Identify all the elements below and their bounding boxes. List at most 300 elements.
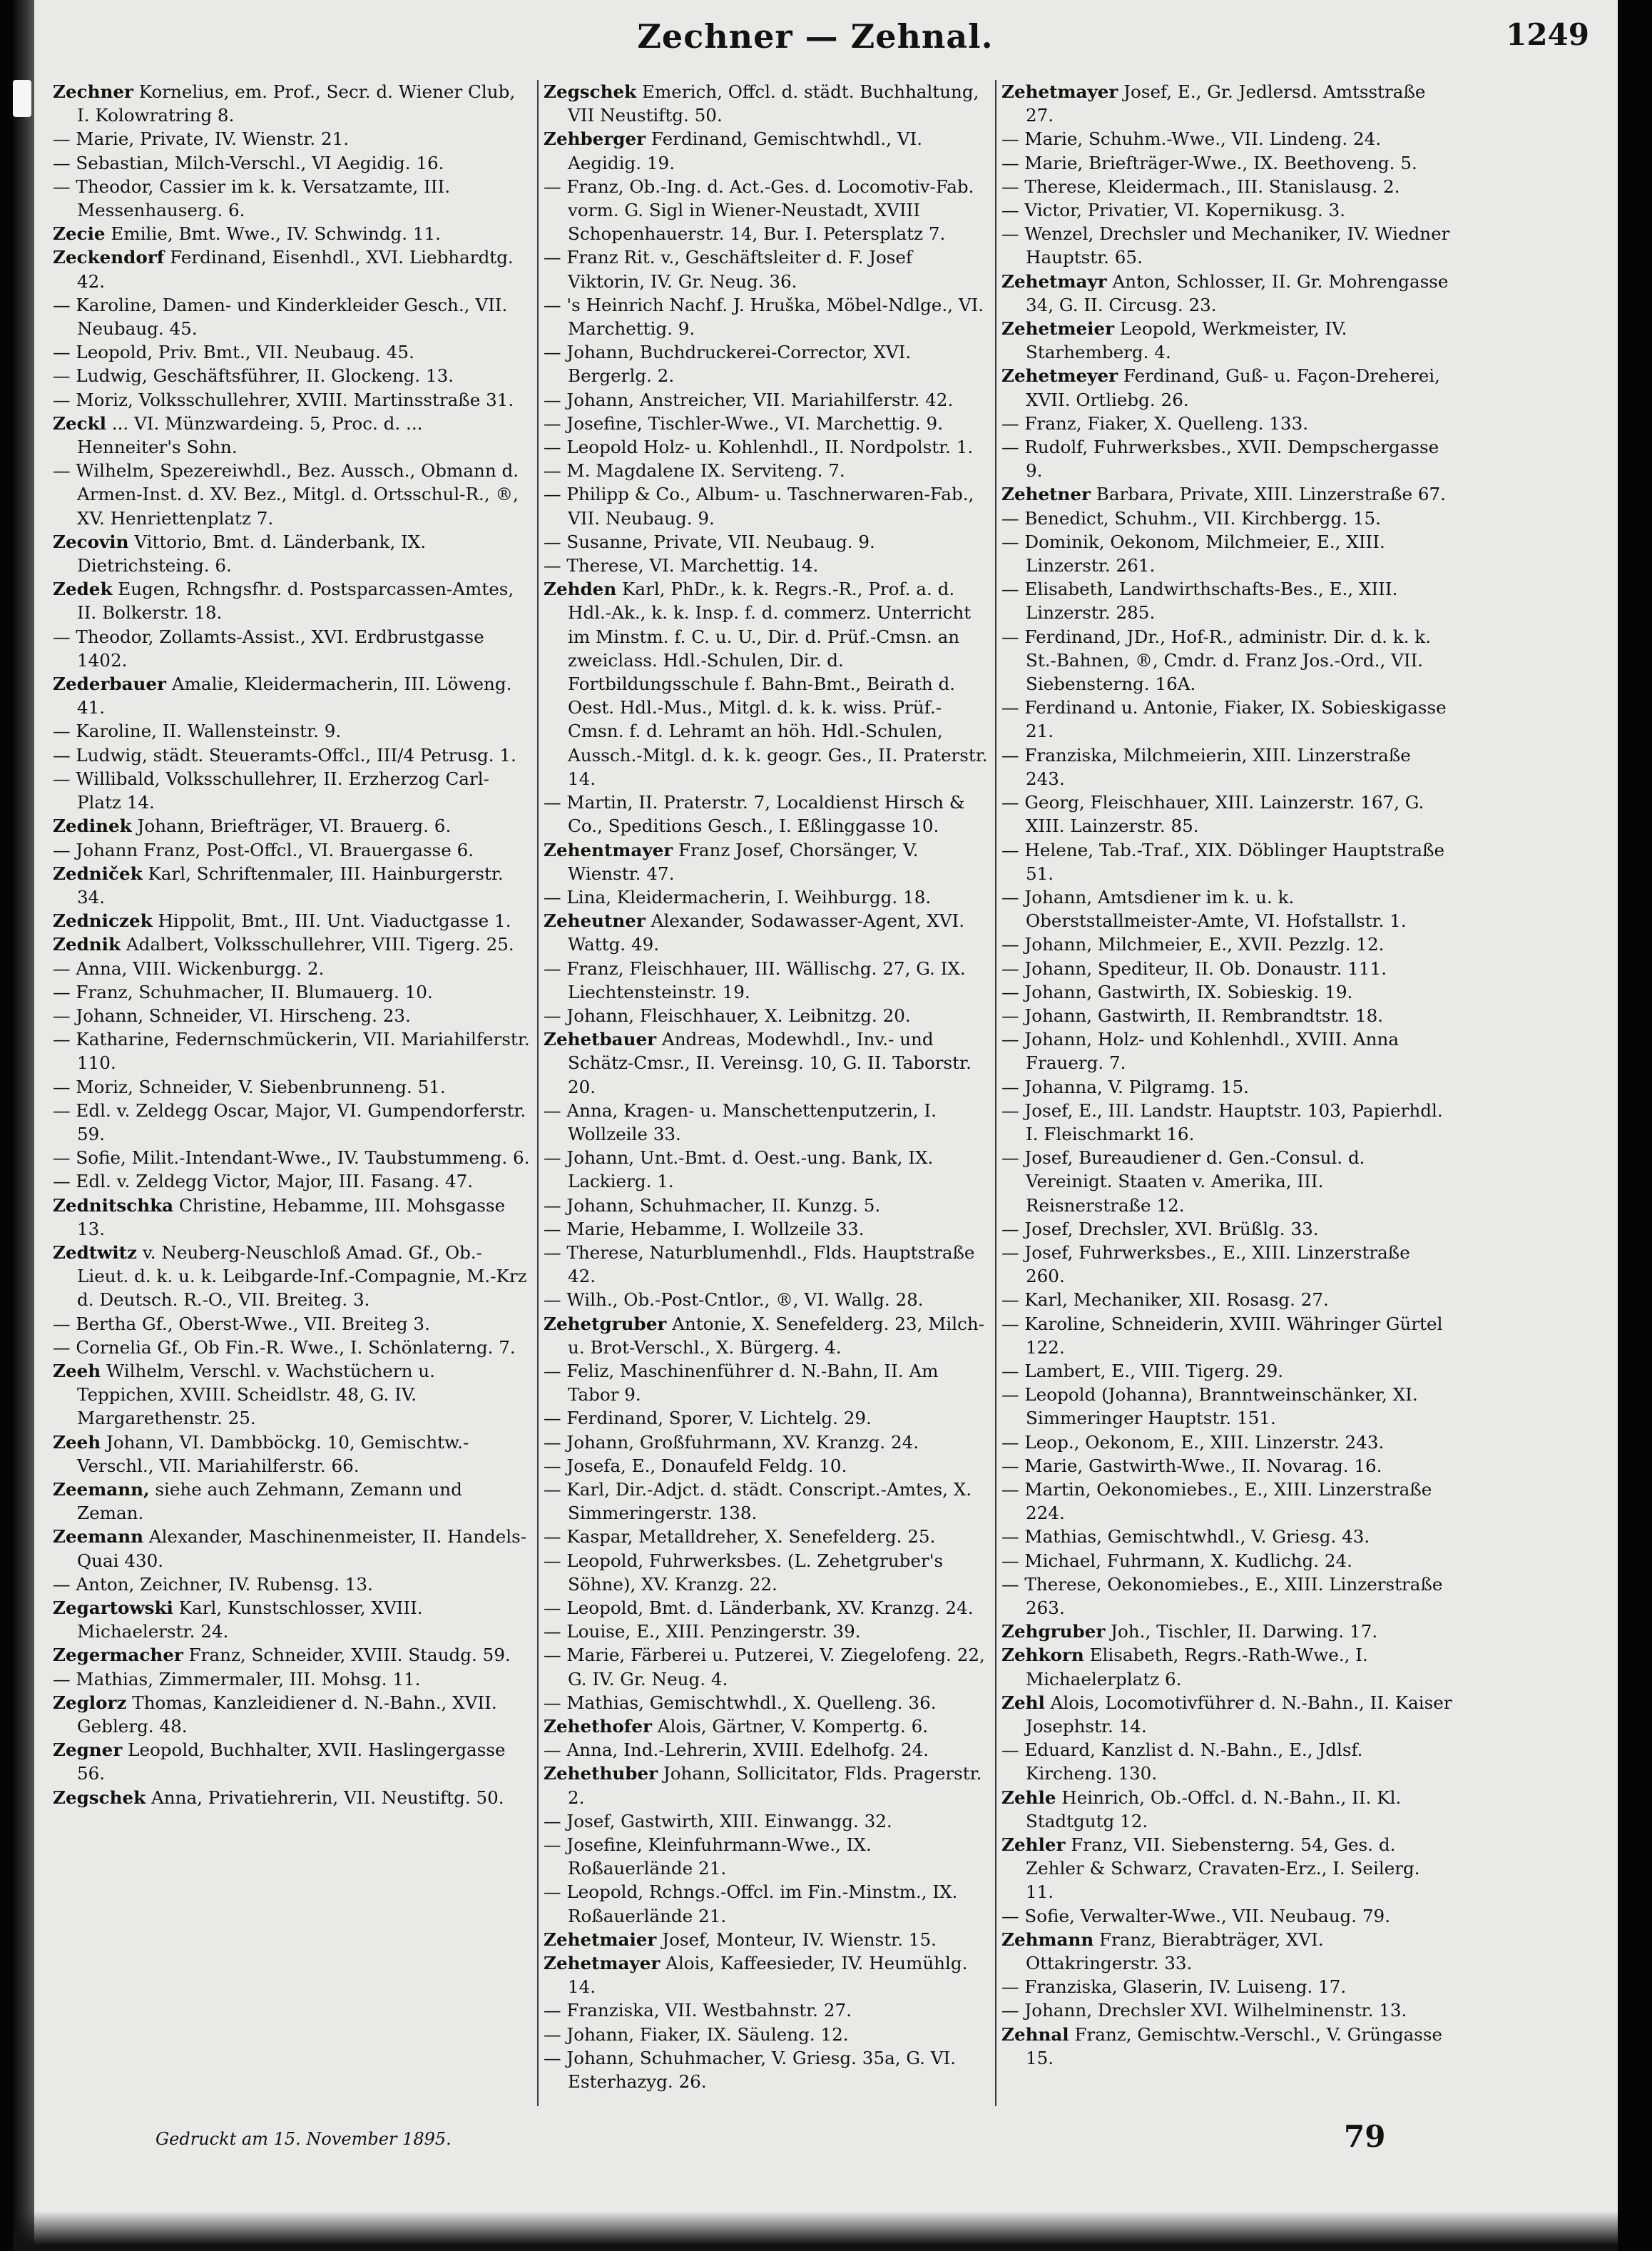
directory-entry: [53, 909, 531, 933]
entry-surname: Zeeh: [53, 1431, 101, 1453]
entry-details: — Johann, Fiaker, IX. Säuleng. 12.: [544, 2023, 849, 2045]
entry-details: Alois, Gärtner, V. Kompertg. 6.: [651, 1716, 929, 1737]
directory-entry: [1001, 1691, 1452, 1738]
directory-entry: [544, 909, 989, 956]
directory-entry: [544, 245, 989, 293]
entry-details: — Franziska, Glaserin, IV. Luiseng. 17.: [1001, 1976, 1347, 1998]
entry-details: — Ludwig, Geschäftsführer, II. Glockeng. 13.: [53, 365, 454, 387]
entry-details: Alexander, Sodawasser-Agent, XVI. Wattg. 49.: [568, 910, 965, 955]
directory-entry: [1001, 127, 1452, 151]
directory-entry: [53, 1643, 531, 1667]
entry-details: Kornelius, em. Prof., Secr. d. Wiener Club, I. Kolowratring 8.: [77, 81, 516, 126]
entry-details: Alois, Kaffeesieder, IV. Heumühlg. 14.: [568, 1953, 968, 1998]
directory-entry: [1001, 151, 1452, 175]
entry-surname: Zehl: [1001, 1692, 1045, 1713]
entry-details: Anton, Schlosser, II. Gr. Mohrengasse 34, G. II. Circusg. 23.: [1026, 270, 1449, 315]
directory-entry: [53, 933, 531, 956]
entry-details: Joh., Tischler, II. Darwing. 17.: [1105, 1621, 1378, 1642]
scan-shadow-bottom: [13, 2211, 1618, 2251]
directory-entry: [53, 1241, 531, 1312]
directory-entry: [544, 340, 989, 387]
entry-surname: Zegschek: [544, 81, 637, 102]
entry-surname: Zeemann: [53, 1526, 143, 1548]
directory-entry: [544, 1738, 989, 1762]
running-head: Zechner — Zehnal.: [637, 17, 994, 56]
entry-details: — Marie, Gastwirth-Wwe., II. Novarag. 16.: [1001, 1455, 1382, 1476]
entry-details: — Martin, Oekonomiebes., E., XIII. Linzerstraße 224.: [1001, 1478, 1432, 1524]
directory-entry: [1001, 1099, 1452, 1146]
entry-details: — Josefine, Tischler-Wwe., VI. Marchettig. 9.: [544, 412, 944, 434]
entry-surname: Zehnal: [1001, 2023, 1069, 2045]
entry-details: — Karl, Mechaniker, XII. Rosasg. 27.: [1001, 1289, 1329, 1311]
directory-entry: [1001, 1288, 1452, 1311]
entry-details: — Leopold, Fuhrwerksbes. (L. Zehetgruber's Söhne), XV. Kranzg. 22.: [544, 1550, 944, 1595]
entry-details: Heinrich, Ob.-Offcl. d. N.-Bahn., II. Kl. Stadtgutg 12.: [1026, 1787, 1402, 1831]
directory-entry: [544, 1359, 989, 1406]
entry-details: — Franz, Schuhmacher, II. Blumauerg. 10.: [53, 981, 433, 1002]
directory-entry: [544, 791, 989, 838]
entry-details: — Johanna, V. Pilgramg. 15.: [1001, 1076, 1249, 1097]
entry-details: Thomas, Kanzleidiener d. N.-Bahn., XVII. Geblerg. 48.: [77, 1692, 497, 1737]
entry-surname: Zecovin: [53, 531, 129, 552]
entry-details: — Johann, Anstreicher, VII. Mariahilferstr. 42.: [544, 389, 954, 410]
directory-entry: [1001, 482, 1452, 506]
entry-details: — Mathias, Gemischtwhdl., X. Quelleng. 36.: [544, 1692, 937, 1713]
entry-details: — Benedict, Schuhm., VII. Kirchbergg. 15.: [1001, 507, 1381, 529]
column-2: [544, 80, 989, 2113]
directory-entry: [53, 1596, 531, 1643]
entry-details: — Franz, Fleischhauer, III. Wällischg. 27, G. IX. Liechtensteinstr. 19.: [544, 957, 966, 1002]
directory-entry: [53, 293, 531, 340]
directory-entry: [1001, 957, 1452, 980]
entry-surname: Zeeh: [53, 1360, 101, 1381]
directory-entry: [1001, 1454, 1452, 1478]
entry-details: — Mathias, Zimmermaler, III. Mohsg. 11.: [53, 1668, 421, 1689]
entry-details: — Johann, Amtsdiener im k. u. k. Oberststallmeister-Amte, VI. Hofstallstr. 1.: [1001, 886, 1407, 932]
directory-entry: [544, 1998, 989, 2022]
directory-entry: [53, 980, 531, 1004]
entry-details: — Johann, Schneider, VI. Hirscheng. 23.: [53, 1005, 411, 1026]
entry-surname: Zedek: [53, 579, 113, 600]
entry-surname: Zeglorz: [53, 1692, 127, 1713]
entry-details: — Therese, Naturblumenhdl., Flds. Hauptstraße 42.: [544, 1241, 975, 1287]
directory-entry: [53, 1169, 531, 1193]
entry-details: — Eduard, Kanzlist d. N.-Bahn., E., Jdlsf. Kircheng. 130.: [1001, 1739, 1363, 1784]
directory-entry: [53, 1359, 531, 1431]
entry-details: Johann, Sollicitator, Flds. Pragerstr. 2.: [568, 1763, 982, 1808]
entry-details: — Bertha Gf., Oberst-Wwe., VII. Breiteg 3.: [53, 1313, 430, 1334]
entry-details: — Lina, Kleidermacherin, I. Weihburgg. 18.: [544, 886, 932, 908]
directory-entry: [53, 1572, 531, 1596]
directory-entry: [1001, 2023, 1452, 2070]
directory-entry: [53, 175, 531, 222]
entry-details: — Karl, Dir.-Adjct. d. städt. Conscript.-Amtes, X. Simmeringerstr. 138.: [544, 1478, 972, 1524]
directory-entry: [53, 1194, 531, 1241]
entry-details: — Anton, Zeichner, IV. Rubensg. 13.: [53, 1573, 373, 1595]
directory-entry: [544, 1194, 989, 1217]
entry-details: — Leopold (Johanna), Branntweinschänker, XI. Simmeringer Hauptstr. 151.: [1001, 1384, 1418, 1429]
directory-entry: [53, 1786, 531, 1809]
directory-entry: [53, 1431, 531, 1478]
directory-entry: [544, 1691, 989, 1714]
directory-entry: [1001, 1928, 1452, 1975]
entry-details: — Mathias, Gemischtwhdl., V. Griesg. 43.: [1001, 1526, 1370, 1548]
directory-entry: [1001, 980, 1452, 1004]
directory-entry: [544, 1406, 989, 1430]
directory-entry: [544, 1431, 989, 1454]
entry-details: Barbara, Private, XIII. Linzerstraße 67.: [1090, 484, 1446, 505]
directory-entry: [53, 577, 531, 624]
entry-details: Karl, Schriftenmaler, III. Hainburgerstr. 34.: [77, 863, 504, 908]
entry-surname: Zederbauer: [53, 674, 167, 695]
entry-details: — Willibald, Volksschullehrer, II. Erzherzog Carl-Platz 14.: [53, 768, 489, 813]
directory-entry: [544, 1288, 989, 1311]
directory-entry: [544, 1833, 989, 1880]
directory-entry: [53, 222, 531, 245]
entry-details: — Helene, Tab.-Traf., XIX. Döblinger Hauptstraße 51.: [1001, 839, 1445, 884]
directory-entry: [1001, 1738, 1452, 1785]
directory-entry: [1001, 1217, 1452, 1241]
entry-surname: Zehberger: [544, 128, 646, 150]
directory-entry: [1001, 933, 1452, 956]
entry-details: — Johann, Gastwirth, IX. Sobieskig. 19.: [1001, 981, 1353, 1002]
directory-entry: [53, 340, 531, 364]
entry-details: Anna, Privatiehrerin, VII. Neustiftg. 50.: [146, 1787, 504, 1808]
directory-entry: [544, 838, 989, 885]
entry-details: — Josef, E., III. Landstr. Hauptstr. 103, Papierhdl. I. Fleischmarkt 16.: [1001, 1099, 1443, 1144]
entry-surname: Zehetmayr: [1001, 270, 1107, 292]
entry-details: — Marie, Private, IV. Wienstr. 21.: [53, 128, 350, 150]
entry-surname: Zednik: [53, 934, 121, 955]
directory-entry: [53, 245, 531, 293]
directory-entry: [544, 435, 989, 459]
entry-details: — Leop., Oekonom, E., XIII. Linzerstr. 243.: [1001, 1431, 1385, 1453]
entry-details: — Martin, II. Praterstr. 7, Localdienst Hirsch & Co., Speditions Gesch., I. Eßlinggasse 10.: [544, 792, 965, 837]
directory-entry: [544, 1620, 989, 1643]
entry-details: — Sofie, Milit.-Intendant-Wwe., IV. Taubstummeng. 6.: [53, 1147, 530, 1169]
entry-surname: Zehetmaier: [544, 1929, 657, 1950]
directory-entry: [53, 127, 531, 151]
entry-details: — Josef, Bureaudiener d. Gen.-Consul. d. Vereinigt. Staaten v. Amerika, III. Reisnerstraße 12.: [1001, 1147, 1365, 1216]
column-3: [1001, 80, 1452, 2113]
entry-surname: Zehmann: [1001, 1929, 1094, 1950]
directory-entry: [544, 2023, 989, 2046]
entry-surname: Zehetmayer: [544, 1953, 661, 1974]
signature-mark: 79: [1344, 2119, 1386, 2154]
directory-entry: [1001, 435, 1452, 482]
entry-details: — Marie, Schuhm.-Wwe., VII. Lindeng. 24.: [1001, 128, 1382, 150]
entry-details: — Leopold, Bmt. d. Länderbank, XV. Kranzg. 24.: [544, 1597, 974, 1618]
directory-entry: [1001, 838, 1452, 885]
directory-entry: [53, 814, 531, 838]
entry-details: — Rudolf, Fuhrwerksbes., XVII. Dempschergasse 9.: [1001, 437, 1439, 482]
entry-surname: Zedniček: [53, 863, 143, 884]
entry-details: Andreas, Modewhdl., Inv.- und Schätz-Cmsr., II. Vereinsg. 10, G. II. Taborstr. 20.: [568, 1029, 972, 1097]
entry-details: — Moriz, Volksschullehrer, XVIII. Martinsstraße 31.: [53, 389, 514, 410]
entry-details: Emilie, Bmt. Wwe., IV. Schwindg. 11.: [105, 223, 441, 245]
entry-details: — Karoline, Schneiderin, XVIII. Währinger Gürtel 122.: [1001, 1313, 1443, 1358]
entry-surname: Zehkorn: [1001, 1645, 1084, 1666]
column-rule-1: [537, 80, 539, 2106]
directory-entry: [544, 1241, 989, 1288]
entry-details: — Johann, Fleischhauer, X. Leibnitzg. 20.: [544, 1005, 911, 1026]
entry-surname: Zehetgruber: [544, 1313, 667, 1334]
entry-details: — Wilhelm, Spezereiwhdl., Bez. Aussch., Obmann d. Armen-Inst. d. XV. Bez., Mitgl. d. Ortsschul-R., ®, XV. Henriettenplatz 7.: [53, 460, 519, 529]
entry-surname: Zedtwitz: [53, 1241, 137, 1263]
directory-entry: [1001, 1312, 1452, 1359]
entry-details: — M. Magdalene IX. Serviteng. 7.: [544, 460, 845, 482]
directory-entry: [544, 1146, 989, 1193]
entry-details: ... VI. Münzwardeing. 5, Proc. d. ... Henneiter's Sohn.: [77, 412, 423, 458]
entry-details: — Philipp & Co., Album- u. Taschnerwaren-Fab., VII. Neubaug. 9.: [544, 484, 974, 529]
directory-page: [13, 0, 1618, 2251]
entry-details: — Edl. v. Zeldegg Victor, Major, III. Fasang. 47.: [53, 1171, 474, 1192]
entry-surname: Zegschek: [53, 1787, 146, 1808]
entry-details: — Josef, Gastwirth, XIII. Einwangg. 32.: [544, 1810, 892, 1831]
directory-entry: [1001, 507, 1452, 530]
entry-details: — Johann, Buchdruckerei-Corrector, XVI. Bergerlg. 2.: [544, 342, 912, 387]
entry-details: — Josefa, E., Donaufeld Feldg. 10.: [544, 1455, 847, 1476]
directory-entry: [53, 862, 531, 909]
directory-entry: [1001, 1146, 1452, 1217]
directory-entry: [544, 530, 989, 554]
entry-details: Franz, VII. Siebensterng. 54, Ges. d. Zehler & Schwarz, Cravaten-Erz., I. Seilerg. 11.: [1026, 1834, 1420, 1903]
directory-entry: [53, 1738, 531, 1785]
directory-entry: [544, 1714, 989, 1738]
entry-details: Ferdinand, Guß- u. Façon-Dreherei, XVII. Ortliebg. 26.: [1026, 365, 1440, 410]
directory-entry: [544, 1004, 989, 1027]
entry-details: — Anna, Ind.-Lehrerin, XVIII. Edelhofg. 24.: [544, 1739, 929, 1761]
entry-details: — Wilh., Ob.-Post-Cntlor., ®, VI. Wallg. 28.: [544, 1289, 924, 1311]
directory-entry: [544, 554, 989, 577]
directory-entry: [544, 175, 989, 246]
directory-entry: [544, 412, 989, 435]
directory-entry: [544, 1951, 989, 1998]
entry-details: — Johann, Unt.-Bmt. d. Oest.-ung. Bank, IX. Lackierg. 1.: [544, 1147, 934, 1192]
directory-entry: [1001, 412, 1452, 435]
directory-entry: [1001, 175, 1452, 198]
directory-entry: [1001, 625, 1452, 696]
directory-entry: [544, 1880, 989, 1927]
entry-details: — Johann, Gastwirth, II. Rembrandtstr. 18.: [1001, 1005, 1384, 1026]
entry-details: — Therese, Kleidermach., III. Stanislausg. 2.: [1001, 176, 1400, 197]
directory-entry: [544, 80, 989, 127]
entry-surname: Zehetner: [1001, 484, 1091, 505]
directory-entry: [544, 1027, 989, 1099]
entry-details: — Karoline, Damen- und Kinderkleider Gesch., VII. Neubaug. 45.: [53, 294, 508, 340]
directory-entry: [1001, 1549, 1452, 1572]
entry-details: Eugen, Rchngsfhr. d. Postsparcassen-Amtes, II. Bolkerstr. 18.: [77, 579, 514, 624]
directory-entry: [1001, 1572, 1452, 1620]
entry-surname: Zecie: [53, 223, 106, 245]
directory-entry: [53, 1004, 531, 1027]
entry-details: — Leopold, Rchngs.-Offcl. im Fin.-Minstm., IX. Roßauerlände 21.: [544, 1881, 958, 1926]
directory-entry: [1001, 1975, 1452, 1998]
directory-entry: [53, 151, 531, 175]
directory-entry: [544, 1454, 989, 1478]
entry-details: — Cornelia Gf., Ob Fin.-R. Wwe., I. Schönlaterng. 7.: [53, 1336, 516, 1358]
directory-entry: [53, 1099, 531, 1146]
directory-entry: [53, 80, 531, 127]
entry-details: Franz, Schneider, XVIII. Staudg. 59.: [183, 1645, 511, 1666]
directory-entry: [544, 1525, 989, 1548]
directory-entry: [544, 1643, 989, 1690]
entry-details: Leopold, Buchhalter, XVII. Haslingergasse 56.: [77, 1739, 506, 1784]
entry-details: — Franz, Ob.-Ing. d. Act.-Ges. d. Locomotiv-Fab. vorm. G. Sigl in Wiener-Neustadt, XVIII Schopenhauerstr. 14, Bur. I. Petersplatz 7.: [544, 176, 974, 245]
directory-entry: [53, 388, 531, 412]
directory-entry: [544, 1809, 989, 1833]
entry-details: — Franz Rit. v., Geschäftsleiter d. F. Josef Viktorin, IV. Gr. Neug. 36.: [544, 247, 913, 292]
entry-details: — Moriz, Schneider, V. Siebenbrunneng. 51.: [53, 1076, 446, 1097]
entry-details: Elisabeth, Regrs.-Rath-Wwe., I. Michaelerplatz 6.: [1026, 1645, 1368, 1689]
directory-entry: [1001, 1643, 1452, 1690]
entry-details: — Anna, Kragen- u. Manschettenputzerin, I. Wollzeile 33.: [544, 1099, 937, 1144]
entry-details: — Johann, Holz- und Kohlenhdl., XVIII. Anna Frauerg. 7.: [1001, 1029, 1399, 1074]
entry-details: — Johann Franz, Post-Offcl., VI. Brauergasse 6.: [53, 839, 474, 860]
directory-entry: [544, 1312, 989, 1359]
directory-entry: [1001, 696, 1452, 743]
directory-entry: [1001, 1383, 1452, 1430]
entry-details: — Franziska, VII. Westbahnstr. 27.: [544, 2000, 852, 2021]
directory-entry: [544, 885, 989, 909]
entry-surname: Zechner: [53, 81, 133, 102]
entry-details: Alois, Locomotivführer d. N.-Bahn., II. Kaiser Josephstr. 14.: [1026, 1692, 1452, 1737]
entry-details: — Georg, Fleischhauer, XIII. Lainzerstr. 167, G. XIII. Lainzerstr. 85.: [1001, 792, 1424, 837]
directory-entry: [544, 577, 989, 791]
directory-entry: [53, 625, 531, 672]
entry-details: — Josef, Fuhrwerksbes., E., XIII. Linzerstraße 260.: [1001, 1241, 1410, 1287]
directory-entry: [53, 364, 531, 387]
entry-details: — Ferdinand, JDr., Hof-R., administr. Dir. d. k. k. St.-Bahnen, ®, Cmdr. d. Franz Jos.-Ord., VII. Siebensterng. 16A.: [1001, 626, 1432, 695]
entry-surname: Zehler: [1001, 1834, 1066, 1856]
directory-entry: [1001, 1620, 1452, 1643]
entry-details: Christine, Hebamme, III. Mohsgasse 13.: [77, 1194, 506, 1239]
directory-entry: [53, 530, 531, 577]
entry-details: Antonie, X. Senefelderg. 23, Milch- u. Brot-Verschl., X. Bürgerg. 4.: [568, 1313, 984, 1358]
directory-entry: [53, 1336, 531, 1359]
entry-details: — Johann, Schuhmacher, II. Kunzg. 5.: [544, 1194, 881, 1216]
directory-entry: [544, 388, 989, 412]
page-number: 1249: [1506, 17, 1589, 52]
entry-surname: Zehethofer: [544, 1716, 652, 1737]
entry-surname: Zehden: [544, 579, 617, 600]
directory-entry: [544, 1928, 989, 1951]
entry-surname: Zeckendorf: [53, 247, 165, 268]
entry-details: — Lambert, E., VIII. Tigerg. 29.: [1001, 1360, 1284, 1381]
directory-entry: [53, 1146, 531, 1169]
entry-details: — Dominik, Oekonom, Milchmeier, E., XIII. Linzerstr. 261.: [1001, 531, 1385, 576]
directory-entry: [1001, 270, 1452, 317]
entry-details: — Feliz, Maschinenführer d. N.-Bahn, II. Am Tabor 9.: [544, 1360, 939, 1406]
entry-details: — Marie, Färberei u. Putzerei, V. Ziegelofeng. 22, G. IV. Gr. Neug. 4.: [544, 1645, 985, 1689]
directory-entry: [544, 1217, 989, 1241]
entry-details: Ferdinand, Eisenhdl., XVI. Liebhardtg. 42.: [77, 247, 514, 292]
entry-surname: Zeemann,: [53, 1478, 150, 1500]
entry-details: — Kaspar, Metalldreher, X. Senefelderg. 25.: [544, 1526, 936, 1548]
entry-details: — Theodor, Zollamts-Assist., XVI. Erdbrustgasse 1402.: [53, 626, 484, 671]
entry-details: Johann, Briefträger, VI. Brauerg. 6.: [131, 815, 452, 837]
directory-entry: [53, 459, 531, 530]
entry-details: — Susanne, Private, VII. Neubaug. 9.: [544, 531, 875, 552]
directory-entry: [1001, 577, 1452, 624]
scan-shadow-left: [13, 0, 34, 2251]
entry-details: Ferdinand, Gemischtwhdl., VI. Aegidig. 19.: [568, 128, 923, 173]
page-tab-marker: [13, 80, 31, 117]
entry-details: — Ferdinand, Sporer, V. Lichtelg. 29.: [544, 1408, 872, 1429]
entry-details: — Theodor, Cassier im k. k. Versatzamte, III. Messenhauserg. 6.: [53, 176, 451, 221]
directory-entry: [53, 1691, 531, 1738]
entry-details: — Franz, Fiaker, X. Quelleng. 133.: [1001, 412, 1309, 434]
entry-details: Josef, E., Gr. Jedlersd. Amtsstraße 27.: [1026, 81, 1426, 126]
directory-entry: [1001, 364, 1452, 411]
entry-details: — Sebastian, Milch-Verschl., VI Aegidig. 16.: [53, 152, 444, 173]
entry-surname: Zehgruber: [1001, 1621, 1106, 1642]
entry-details: siehe auch Zehmann, Zemann und Zeman.: [77, 1478, 462, 1524]
entry-details: — Josef, Drechsler, XVI. Brüßlg. 33.: [1001, 1218, 1319, 1239]
entry-surname: Zednitschka: [53, 1194, 174, 1216]
directory-entry: [53, 412, 531, 459]
entry-surname: Zegner: [53, 1739, 123, 1761]
entry-details: Franz Josef, Chorsänger, V. Wienstr. 47.: [568, 839, 919, 884]
entry-details: — Edl. v. Zeldegg Oscar, Major, VI. Gumpendorferstr. 59.: [53, 1099, 526, 1144]
entry-surname: Zehetmeier: [1001, 318, 1115, 340]
entry-details: Alexander, Maschinenmeister, II. Handels-Quai 430.: [77, 1526, 527, 1571]
entry-details: — 's Heinrich Nachf. J. Hruška, Möbel-Ndlge., VI. Marchettig. 9.: [544, 294, 984, 340]
directory-entry: [544, 1549, 989, 1596]
entry-details: — Karoline, II. Wallensteinstr. 9.: [53, 721, 342, 742]
entry-details: — Johann, Spediteur, II. Ob. Donaustr. 111.: [1001, 957, 1387, 979]
entry-details: Emerich, Offcl. d. städt. Buchhaltung, VII Neustiftg. 50.: [568, 81, 979, 126]
directory-entry: [1001, 1241, 1452, 1288]
directory-entry: [1001, 1998, 1452, 2022]
column-rule-2: [995, 80, 996, 2106]
entry-details: — Michael, Fuhrmann, X. Kudlichg. 24.: [1001, 1550, 1352, 1571]
directory-entry: [53, 1312, 531, 1336]
directory-entry: [1001, 1431, 1452, 1454]
directory-entry: [1001, 1027, 1452, 1074]
entry-details: — Johann, Großfuhrmann, XV. Kranzg. 24.: [544, 1431, 919, 1453]
entry-surname: Zehethuber: [544, 1763, 658, 1784]
directory-entry: [53, 1027, 531, 1074]
entry-details: — Wenzel, Drechsler und Mechaniker, IV. Wiedner Hauptstr. 65.: [1001, 223, 1450, 268]
directory-entry: [544, 1596, 989, 1620]
entry-details: Vittorio, Bmt. d. Länderbank, IX. Dietrichsteing. 6.: [77, 531, 427, 576]
directory-entry: [544, 482, 989, 529]
entry-details: — Franziska, Milchmeierin, XIII. Linzerstraße 243.: [1001, 744, 1411, 789]
directory-entry: [1001, 1478, 1452, 1525]
directory-entry: [544, 957, 989, 1004]
directory-entry: [53, 1667, 531, 1691]
directory-entry: [1001, 317, 1452, 364]
entry-details: — Johann, Milchmeier, E., XVII. Pezzlg. 12.: [1001, 934, 1385, 955]
entry-surname: Zeheutner: [544, 910, 646, 932]
entry-details: — Sofie, Verwalter-Wwe., VII. Neubaug. 79.: [1001, 1905, 1391, 1926]
directory-entry: [53, 1075, 531, 1099]
entry-details: Amalie, Kleidermacherin, III. Löweng. 41.: [77, 674, 512, 718]
entry-details: Franz, Bierabträger, XVI. Ottakringerstr. 33.: [1026, 1929, 1324, 1974]
entry-surname: Zehetmayer: [1001, 81, 1118, 102]
directory-entry: [1001, 791, 1452, 838]
directory-entry: [1001, 198, 1452, 222]
directory-entry: [544, 127, 989, 174]
entry-details: — Marie, Hebamme, I. Wollzeile 33.: [544, 1218, 865, 1239]
directory-entry: [1001, 1359, 1452, 1383]
entry-surname: Zedniczek: [53, 910, 153, 932]
entry-details: — Johann, Drechsler XVI. Wilhelminenstr. 13.: [1001, 2000, 1407, 2021]
entry-details: — Elisabeth, Landwirthschafts-Bes., E., XIII. Linzerstr. 285.: [1001, 579, 1398, 624]
entry-details: — Johann, Schuhmacher, V. Griesg. 35a, G. VI. Esterhazyg. 26.: [544, 2047, 957, 2093]
directory-entry: [53, 672, 531, 719]
